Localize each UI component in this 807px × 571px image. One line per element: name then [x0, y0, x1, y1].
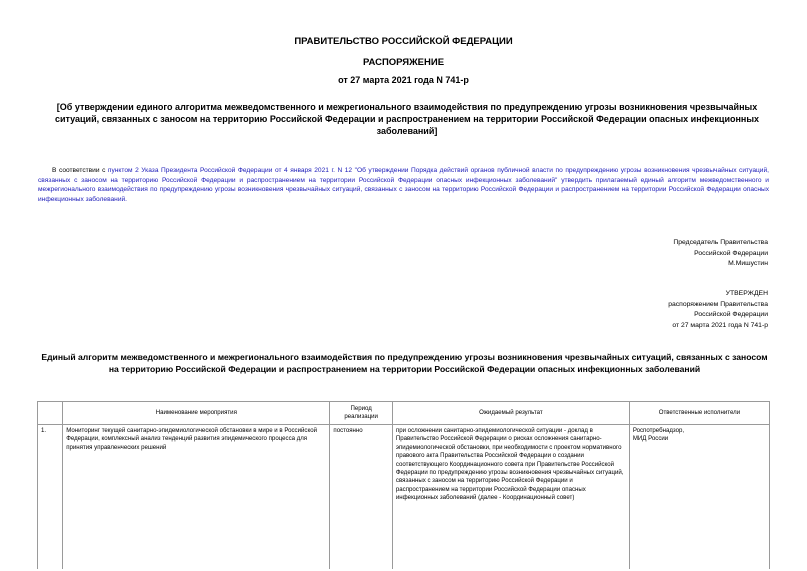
government-heading: ПРАВИТЕЛЬСТВО РОССИЙСКОЙ ФЕДЕРАЦИИ	[294, 36, 513, 47]
document-title: [Об утверждении единого алгоритма межведомственного и межрегионального взаимодействия по предупреждению угрозы возникновения чрезвычайных ситуаций, связанных с заносом на территорию Российской Федерации и распространением на территории Российской Федерации опасных инфекционных заболеваний]	[54, 102, 760, 136]
document-date-number: от 27 марта 2021 года N 741-р	[338, 75, 469, 85]
paragraph-suffix: утвердить прилагаемый единый алгоритм межведомственного и межрегионального взаимодействия по предупреждению угрозы возникновения чрезвычайных ситуаций, связанных с заносом на территорию Российской Федерации и распространением на территории Российской Федерации опасных инфекционных заболеваний.	[38, 176, 769, 203]
row-executors: Роспотребнадзор, МИД России	[629, 425, 769, 570]
signature-name: М.Мишустин	[728, 260, 768, 267]
table-header-row	[38, 402, 770, 425]
column-header-activity: Наименование мероприятия	[63, 402, 330, 425]
algorithm-title: Единый алгоритм межведомственного и межрегионального взаимодействия по предупреждению угрозы возникновения чрезвычайных ситуаций, связанных с заносом на территорию Российской Федерации и распространением на территории Российской Федерации опасных инфекционных заболеваний	[41, 352, 768, 374]
row-number: 1.	[38, 425, 63, 570]
signature-line-1: Председатель Правительства	[673, 239, 768, 246]
signature-block	[673, 238, 768, 270]
table-row	[38, 425, 770, 570]
column-header-period: Период реализации	[330, 402, 393, 425]
approval-line-1: распоряжением Правительства	[668, 300, 768, 308]
paragraph-prefix: В соответствии с	[52, 167, 108, 174]
document-type-heading: РАСПОРЯЖЕНИЕ	[362, 57, 445, 68]
signature-line-2: Российской Федерации	[694, 249, 768, 257]
row-activity: Мониторинг текущей санитарно-эпидемиологической обстановки в мире и в Российской Федерации, комплексный анализ тенденций развития эпидемического процесса для принятия управленческих решений	[63, 425, 330, 570]
column-header-result: Ожидаемый результат	[392, 402, 629, 425]
approval-line-2: Российской Федерации	[694, 311, 768, 318]
row-period: постоянно	[330, 425, 393, 570]
main-paragraph	[38, 166, 769, 204]
approval-line-3: от 27 марта 2021 года N 741-р	[672, 321, 768, 329]
approval-block	[668, 289, 768, 331]
column-header-executors: Ответственные исполнители	[629, 402, 769, 425]
column-header-number	[38, 402, 63, 425]
measures-table	[37, 401, 770, 569]
approval-label: УТВЕРЖДЕН	[725, 290, 768, 297]
row-result: при осложнении санитарно-эпидемиологической ситуации - доклад в Правительство Российской Федерации о рисках осложнения санитарно-эпидемиологической обстановки, при необходимости с проектом нормативного правового акта Правительства Российской Федерации о создании соответствующего Координационного совета при Правительстве Российской Федерации по предупреждению угрозы возникновения чрезвычайных ситуаций, связанных с заносом на территорию Российской Федерации и распространением на территории Российской Федерации опасных инфекционных заболеваний (далее - Координационный совет)	[392, 425, 629, 570]
decree-link[interactable]: пунктом 2 Указа Президента Российской Федерации от 4 января 2021 г. N 12 "Об утверждении Порядка действий органов публичной власти по предупреждению угрозы возникновения чрезвычайных ситуаций, связанных с заносом на территорию Российской Федерации и распространением на территории Российской Федерации опасных инфекционных заболеваний"	[38, 167, 769, 184]
